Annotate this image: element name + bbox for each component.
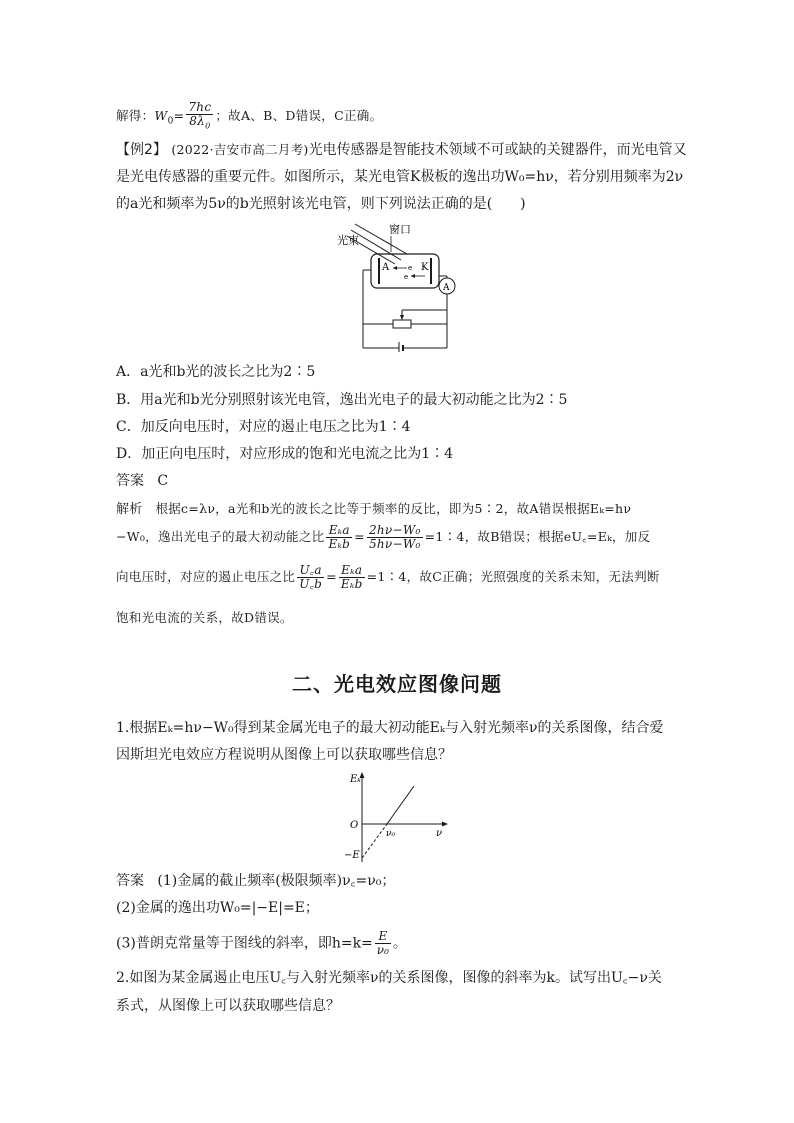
equals-sign-3: = xyxy=(326,569,337,584)
ek-ratio-numerator-2: Eₖa xyxy=(339,564,365,578)
hv-ratio-denominator: 5hν−W₀ xyxy=(368,537,421,551)
electron-label-1: e xyxy=(408,264,413,272)
solution-fraction xyxy=(186,101,213,132)
section-title: 二、光电效应图像问题 xyxy=(292,672,502,696)
electron-arrowhead-2 xyxy=(411,274,415,278)
analysis-line3 xyxy=(116,564,660,591)
fraction-numerator: 7hc xyxy=(188,100,212,114)
analysis-text-3a: 向电压时，对应的遏止电压之比 xyxy=(116,569,296,584)
solution-label: 解得： xyxy=(116,108,155,124)
answer-value: C xyxy=(157,473,169,489)
analysis-text-3b: =1∶4，故C正确；光照强度的关系未知，无法判断 xyxy=(366,569,660,584)
w0-symbol: W xyxy=(154,108,168,124)
phototube-circuit-diagram xyxy=(335,220,465,352)
ek-ratio-denominator: Eₖb xyxy=(328,537,351,551)
option-a: A．a光和b光的波长之比为2∶5 xyxy=(116,364,316,380)
answer-q1-item2: (2)金属的逸出功W₀=|−E|=E； xyxy=(116,900,319,916)
w0-subscript: 0 xyxy=(167,116,174,127)
analysis-text-2a: −W₀，逸出光电子的最大初动能之比 xyxy=(116,529,325,544)
solution-line xyxy=(116,101,382,132)
answer-q1-item1: (1)金属的截止频率(极限频率)ν꜀=ν₀； xyxy=(157,873,396,889)
negative-e-label: −E xyxy=(344,850,360,861)
option-d: D．加正向电压时，对应形成的饱和光电流之比为1∶4 xyxy=(116,446,454,462)
answer2-line xyxy=(116,471,168,491)
plate-k-label: K xyxy=(421,262,429,273)
example2-line3: 的a光和频率为5ν的b光照射该光电管，则下列说法正确的是( ) xyxy=(116,196,526,212)
example2-line2: 是光电传感器的重要元件。如图所示，某光电管K极板的逸出功W₀=hν，若分别用频率为2ν xyxy=(116,169,684,185)
answer-q1-line1 xyxy=(116,871,395,891)
ek-line-dashed xyxy=(362,824,387,858)
example2-text-1: 光电传感器是智能技术领域不可或缺的关键器件，而光电管又 xyxy=(308,142,687,158)
threshold-frequency-label: ν₀ xyxy=(386,829,396,839)
example2-line1 xyxy=(116,140,687,160)
ek-ratio-denominator-2: Eₖb xyxy=(340,577,363,591)
uc-ratio-denominator: U꜀b xyxy=(299,577,323,591)
plate-a-label: A xyxy=(382,262,390,273)
planck-fraction xyxy=(375,930,391,957)
analysis-line1 xyxy=(116,499,631,520)
option-c: C．加反向电压时，对应的遏止电压之比为1∶4 xyxy=(116,419,411,435)
analysis-label: 解析 xyxy=(116,502,143,517)
answer-q1-item3-text: (3)普朗克常量等于图线的斜率，即h=k= xyxy=(116,935,373,952)
analysis-text-1: 根据c=λν，a光和b光的波长之比等于频率的反比，即为5∶2，故A错误根据Eₖ=hν xyxy=(155,501,632,516)
answer-q1-line3 xyxy=(116,930,407,957)
question1-line1: 1.根据Eₖ=hν−W₀得到某金属光电子的最大初动能Eₖ与入射光频率ν的关系图像，结合爱 xyxy=(116,720,664,736)
answer-q1-item3-end: 。 xyxy=(392,935,407,952)
electron-label-2: e xyxy=(404,273,409,281)
x-axis-label: ν xyxy=(436,828,443,839)
hv-ratio-numerator: 2hν−W₀ xyxy=(368,523,421,537)
example-source: (2022·吉安市高二月考) xyxy=(171,142,309,157)
y-axis-label: Eₖ xyxy=(350,774,361,785)
den-sub: 0 xyxy=(205,121,211,131)
equals-sign-2: = xyxy=(354,529,365,544)
analysis-line4: 饱和光电流的关系，故D错误。 xyxy=(116,610,293,625)
equals-sign: = xyxy=(173,108,185,124)
planck-numerator: E xyxy=(375,930,391,944)
solution-tail: ；故A、B、D错误，C正确。 xyxy=(215,108,383,124)
answer-q1-label: 答案 xyxy=(116,873,144,889)
option-b: B．用a光和b光分别照射该光电管，逸出光电子的最大初动能之比为2∶5 xyxy=(116,392,568,408)
x-axis-arrow xyxy=(442,822,448,827)
analysis-text-2b: =1∶4，故B错误；根据eU꜀=Eₖ，加反 xyxy=(424,529,651,544)
ek-line-solid xyxy=(387,786,414,824)
slider-arrowhead xyxy=(400,315,404,320)
question2-line2: 系式，从图像上可以获取哪些信息？ xyxy=(116,998,340,1014)
rheostat xyxy=(393,320,411,328)
uc-ratio-numerator: U꜀a xyxy=(297,564,324,578)
ek-ratio-numerator: Eₖa xyxy=(326,524,352,538)
ek-vs-frequency-graph xyxy=(332,770,458,866)
window-label: 窗口 xyxy=(389,223,411,236)
fraction-denominator xyxy=(186,115,213,132)
hv-ratio-fraction xyxy=(367,524,423,551)
origin-label: O xyxy=(350,820,359,831)
ek-ratio-fraction-2 xyxy=(339,564,365,591)
ek-ratio-fraction xyxy=(326,524,352,551)
ammeter-label: A xyxy=(443,283,450,293)
question2-line1: 2.如图为某金属遏止电压U꜀与入射光频率ν的关系图像，图像的斜率为k。试写出U꜀−ν关 xyxy=(116,970,662,986)
planck-denominator: ν₀ xyxy=(376,943,389,957)
electron-arrowhead-1 xyxy=(393,266,397,270)
den-main: 8λ xyxy=(189,114,206,128)
example-tag: 【例2】 xyxy=(116,142,167,158)
uc-ratio-fraction xyxy=(297,564,324,591)
analysis-line2 xyxy=(116,524,650,551)
question1-line2: 因斯坦光电效应方程说明从图像上可以获取哪些信息？ xyxy=(116,747,452,763)
answer-label: 答案 xyxy=(116,473,144,489)
beam-label: 光束 xyxy=(337,234,359,247)
